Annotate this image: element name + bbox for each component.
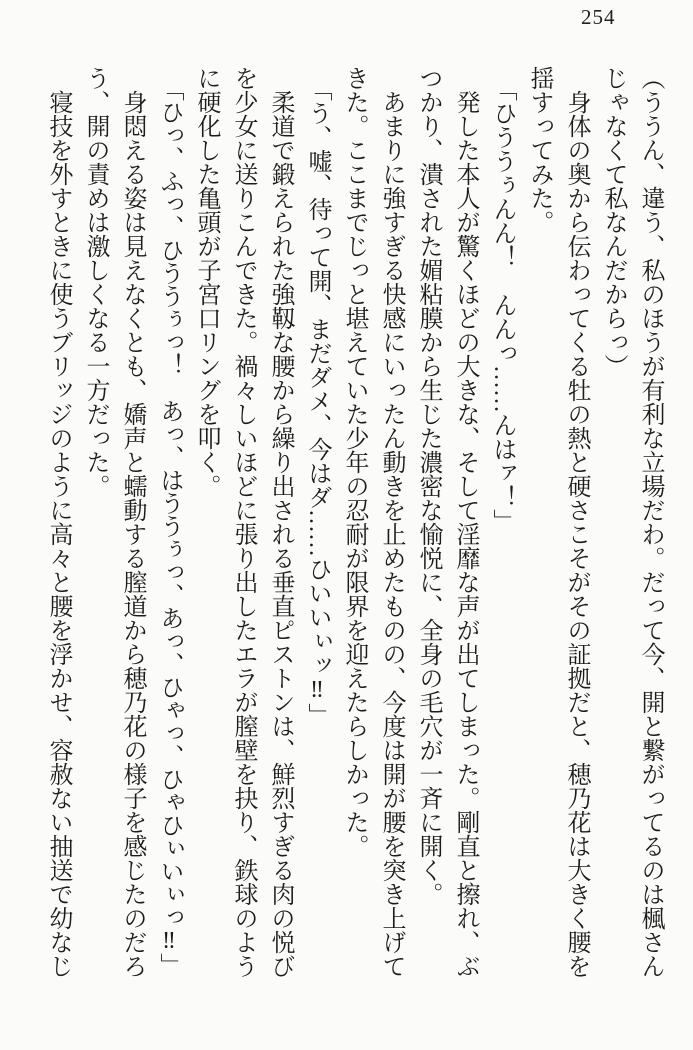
text-paragraph: 「う、嘘、待って開、まだダメ、今はダ……ひいいぃッ‼」 (304, 77, 330, 727)
vertical-text-block (39, 66, 668, 978)
text-paragraph: 身悶える姿は見えなくとも、嬌声と蠕動する膣道から穂乃花の様子を感じたのだろう、開の責めは激しくなる一方だった。 (82, 66, 145, 978)
text-paragraph: 「ひっ、ふっ、ひううぅっ！ あっ、はううぅっ、あっ、ひゃっ、ひゃひぃいぃっ‼」 (156, 77, 182, 976)
text-paragraph: あまりに強すぎる快感にいったん動きを止めたものの、今度は開が腰を突き上げてきた。ここまでじっと堪えていた少年の忍耐が限界を迎えたらしかった。 (341, 66, 404, 978)
text-paragraph: 柔道で鍛えられた強靱な腰から繰り出される垂直ピストンは、鮮烈すぎる肉の悦びを少女に送りこんできた。禍々しいほどに張り出したエラが膣壁を抉り、鉄球のように硬化した亀頭が子宮口リングを叩く。 (193, 66, 293, 978)
page-number: 254 (581, 5, 616, 29)
text-paragraph: 身体の奥から伝わってくる牡の熱と硬さこそがその証拠だと、穂乃花は大きく腰を揺すってみた。 (526, 66, 589, 978)
text-paragraph: 寝技を外すときに使うブリッジのように高々と腰を浮かせ、容赦ない抽送で幼なじ (45, 90, 71, 978)
text-paragraph: （ううん、違う、私のほうが有利な立場だわ。だって今、開と繋がってるのは楓さんじゃなくて私なんだからっ） (600, 66, 663, 978)
text-paragraph: 発した本人が驚くほどの大きな、そして淫靡な声が出てしまった。剛直と擦れ、ぶつかり、潰された媚粘膜から生じた濃密な愉悦に、全身の毛穴が一斉に開く。 (415, 66, 478, 978)
text-paragraph: 「ひううぅんん！ んんっ……んはァ！」 (489, 77, 515, 533)
